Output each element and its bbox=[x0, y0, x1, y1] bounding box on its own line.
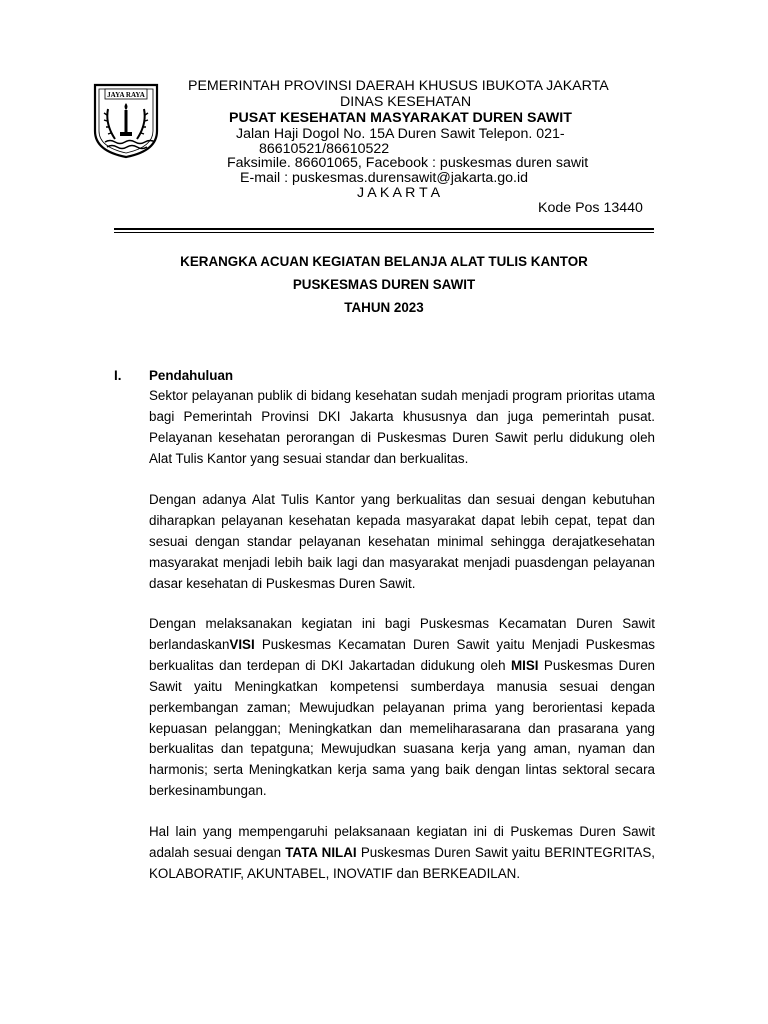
paragraph-3-text-b: Puskesmas Kecamatan Duren Sawit yaitu Menjadi Puskesmas berkualitas dan terdepan di DKI Jakartadan didukung oleh bbox=[149, 636, 655, 673]
letterhead-postal-code: Kode Pos 13440 bbox=[538, 200, 643, 216]
letterhead-divider bbox=[114, 228, 654, 230]
paragraph-4-text-a: Hal lain yang mempengaruhi pelaksanaan kegiatan ini di Puskemas Duren Sawit adalah sesuai dengan bbox=[149, 824, 655, 860]
tata-nilai-label: TATA NILAI bbox=[285, 844, 357, 860]
letterhead-department: DINAS KESEHATAN bbox=[340, 94, 472, 110]
document-title: KERANGKA ACUAN KEGIATAN BELANJA ALAT TULIS KANTOR bbox=[180, 254, 588, 269]
section-heading: Pendahuluan bbox=[149, 368, 234, 383]
logo-text: JAYA RAYA bbox=[107, 91, 145, 99]
visi-label: VISI bbox=[229, 636, 255, 652]
jaya-raya-emblem bbox=[91, 79, 161, 159]
letterhead-fax: Faksimile. 86601065, Facebook : puskesmas duren sawit bbox=[227, 155, 589, 171]
letterhead-divider-thin bbox=[114, 232, 654, 233]
document-year: TAHUN 2023 bbox=[344, 300, 424, 315]
paragraph-4-text-b: Puskesmas Duren Sawit yaitu BERINTEGRITAS, KOLABORATIF, AKUNTABEL, INOVATIF dan BERKEADILAN. bbox=[149, 844, 655, 881]
letterhead-government: PEMERINTAH PROVINSI DAERAH KHUSUS IBUKOTA JAKARTA bbox=[188, 78, 609, 94]
document-subtitle: PUSKESMAS DUREN SAWIT bbox=[292, 277, 476, 292]
letterhead-institution: PUSAT KESEHATAN MASYARAKAT DUREN SAWIT bbox=[229, 110, 572, 126]
letterhead-city: J A K A R T A bbox=[357, 185, 441, 201]
paragraph-4 bbox=[149, 822, 655, 885]
paragraph-3-text-a: Dengan melaksanakan kegiatan ini bagi Puskesmas Kecamatan Duren Sawit berlandaskan bbox=[149, 616, 655, 652]
misi-label: MISI bbox=[510, 657, 539, 673]
paragraph-3 bbox=[149, 614, 655, 802]
letterhead-address: Jalan Haji Dogol No. 15A Duren Sawit Telepon. 021- bbox=[236, 126, 565, 142]
paragraph-1: Sektor pelayanan publik di bidang kesehatan sudah menjadi program prioritas utama bagi Pemerintah Provinsi DKI Jakarta khususnya dan juga pemerintah pusat. Pelayanan kesehatan perorangan di Puskesmas Duren Sawit perlu didukung oleh Alat Tulis Kantor yang sesuai standar dan berkualitas. bbox=[149, 388, 655, 466]
paragraph-3-text-c: Puskesmas Duren Sawit yaitu Meningkatkan kompetensi sumberdaya manusia sesuai dengan perkembangan zaman; Mewujudkan pelayanan prima yang berorientasi kepada kepuasan pelanggan; Meningkatkan dan memeliharasarana dan prasarana yang berkualitas dan tepatguna; Mewujudkan suasana kerja yang aman, nyaman dan harmonis; serta Meningkatkan kerja sama yang baik dengan lintas sektoral secara berkesinambungan. bbox=[149, 657, 655, 799]
letterhead-phone: 86610521/86610522 bbox=[259, 141, 390, 157]
letterhead-email: E-mail : puskesmas.durensawit@jakarta.go.id bbox=[240, 170, 529, 186]
paragraph-2: Dengan adanya Alat Tulis Kantor yang berkualitas dan sesuai dengan kebutuhan diharapkan pelayanan kesehatan kepada masyarakat dapat lebih cepat, tepat dan sesuai dengan standar pelayanan kesehatan minimal sehingga derajatkesehatan masyarakat menjadi lebih baik lagi dan masyarakat menjadi puasdengan pelayanan dasar kesehatan di Puskesmas Duren Sawit. bbox=[149, 492, 655, 591]
section-number: I. bbox=[114, 368, 122, 383]
